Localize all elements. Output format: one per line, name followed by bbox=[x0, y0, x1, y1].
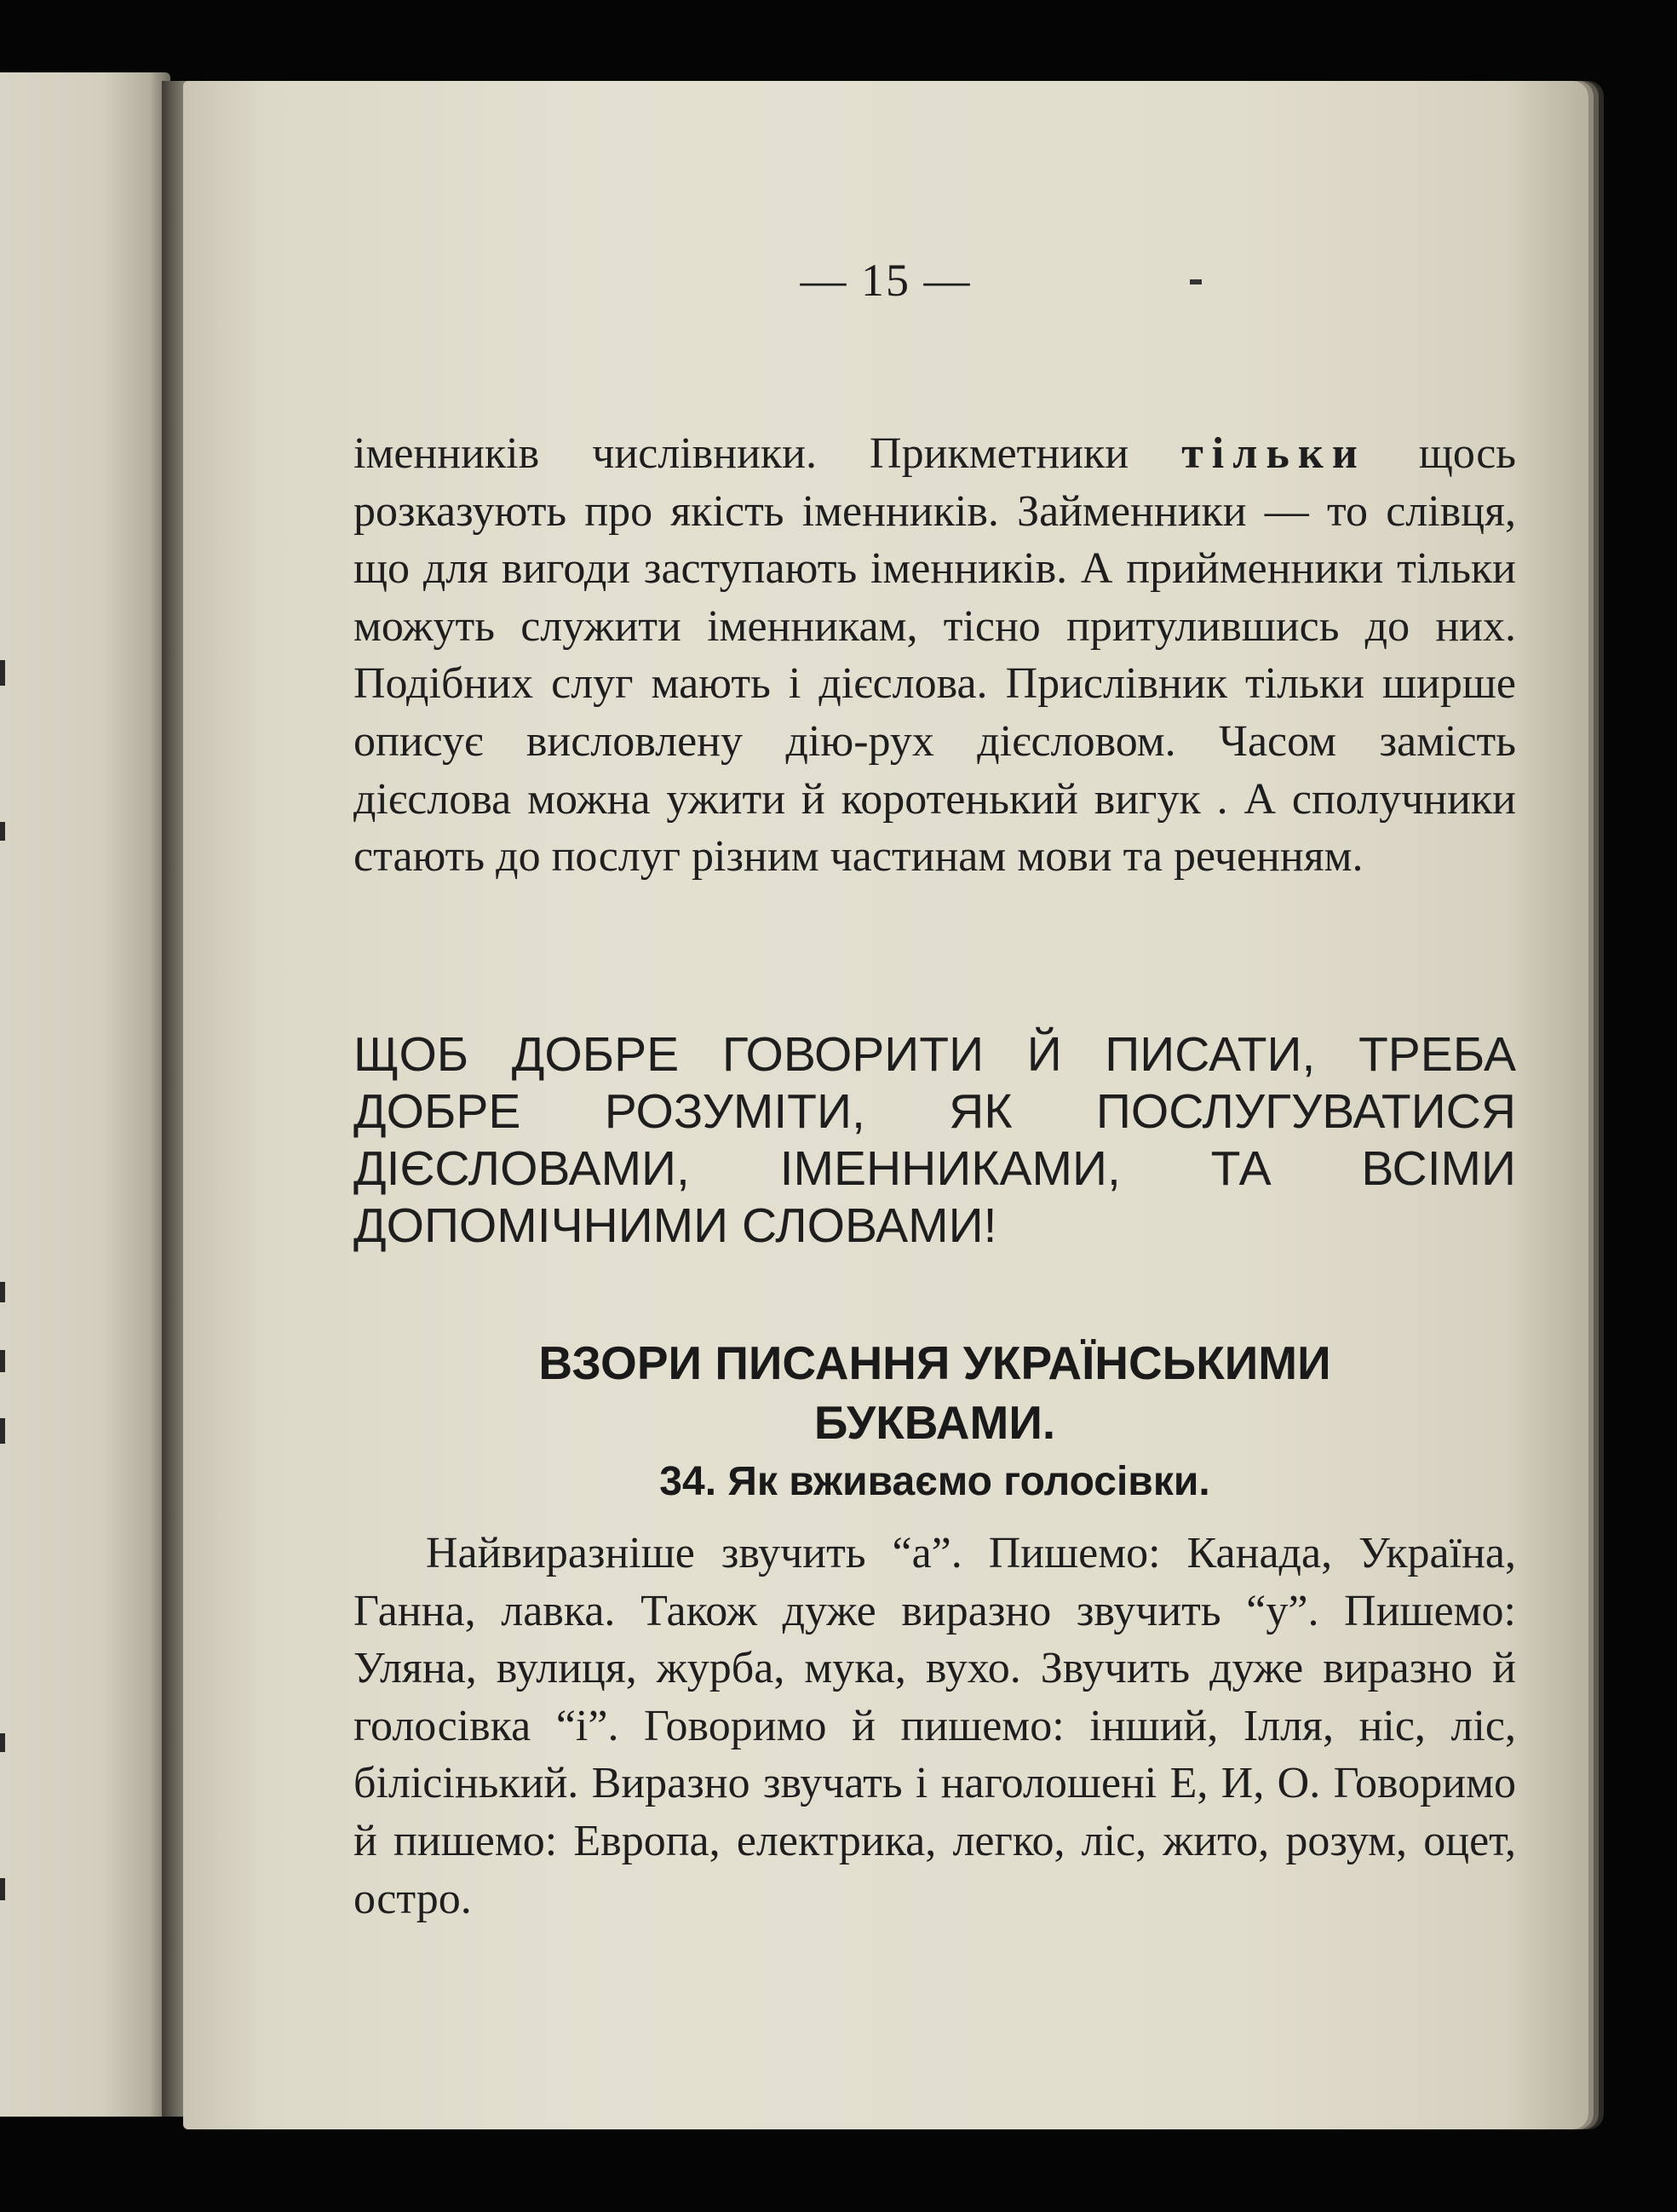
left-page-mark bbox=[0, 1878, 5, 1900]
left-page-mark bbox=[0, 1350, 5, 1372]
left-page-mark bbox=[0, 1282, 5, 1302]
left-page-mark bbox=[0, 660, 5, 686]
body-text-part-2: щось розказують про якість іменників. Займенники — то слівця, що для вигоди заступають іменників. А прийменники тільки можуть служити іменникам, тісно притулившись до них. Подібних слуг мають і дієслова. Прислівник тільки ширше описує висловлену дію-рух дієсловом. Часом замість дієслова можна ужити й коротенький вигук . А сполучники стають до послуг різним частинам мови та реченням. bbox=[353, 429, 1516, 882]
body-text-spaced-word: тільки bbox=[1181, 429, 1366, 478]
section-heading bbox=[353, 1333, 1516, 1452]
body-paragraph bbox=[353, 425, 1516, 886]
section-subheading: 34. Як вживаємо голосівки. bbox=[659, 1459, 1210, 1504]
body-text-part-1: іменників числівники. Прикметники bbox=[353, 429, 1182, 478]
section-heading-line-1: ВЗОРИ ПИСАННЯ УКРАЇНСЬКИМИ bbox=[538, 1336, 1331, 1389]
vowels-paragraph: Найвиразніше звучить “а”. Пишемо: Канада, Україна, Ганна, лавка. Також дуже виразно звучить “у”. Пишемо: Уляна, вулиця, журба, мука, вухо. Звучить дуже виразно й голосівка “і”. Говоримо й пишемо: інший, Ілля, ніс, ліс, білісінький. Виразно звучать і наголошені Е, И, О. Говоримо й пишемо: Европа, електрика, легко, ліс, жито, розум, оцет, остро. bbox=[353, 1529, 1516, 1923]
left-page-mark bbox=[0, 1733, 5, 1752]
book-page bbox=[183, 81, 1588, 2129]
page-number: — 15 — bbox=[800, 255, 972, 306]
left-page-mark bbox=[0, 1418, 5, 1444]
left-page-edge bbox=[0, 72, 170, 2117]
left-page-mark bbox=[0, 822, 5, 841]
section-heading-line-2: БУКВАМИ. bbox=[813, 1396, 1056, 1449]
capitals-paragraph: ЩОБ ДОБРЕ ГОВОРИТИ Й ПИСАТИ, ТРЕБА ДОБРЕ РОЗУМІТИ, ЯК ПОСЛУГУВАТИСЯ ДІЄСЛОВАМИ, ІМЕННИКАМИ, ТА ВСІМИ ДОПОМІЧНИМИ СЛОВАМИ! bbox=[353, 1027, 1516, 1253]
